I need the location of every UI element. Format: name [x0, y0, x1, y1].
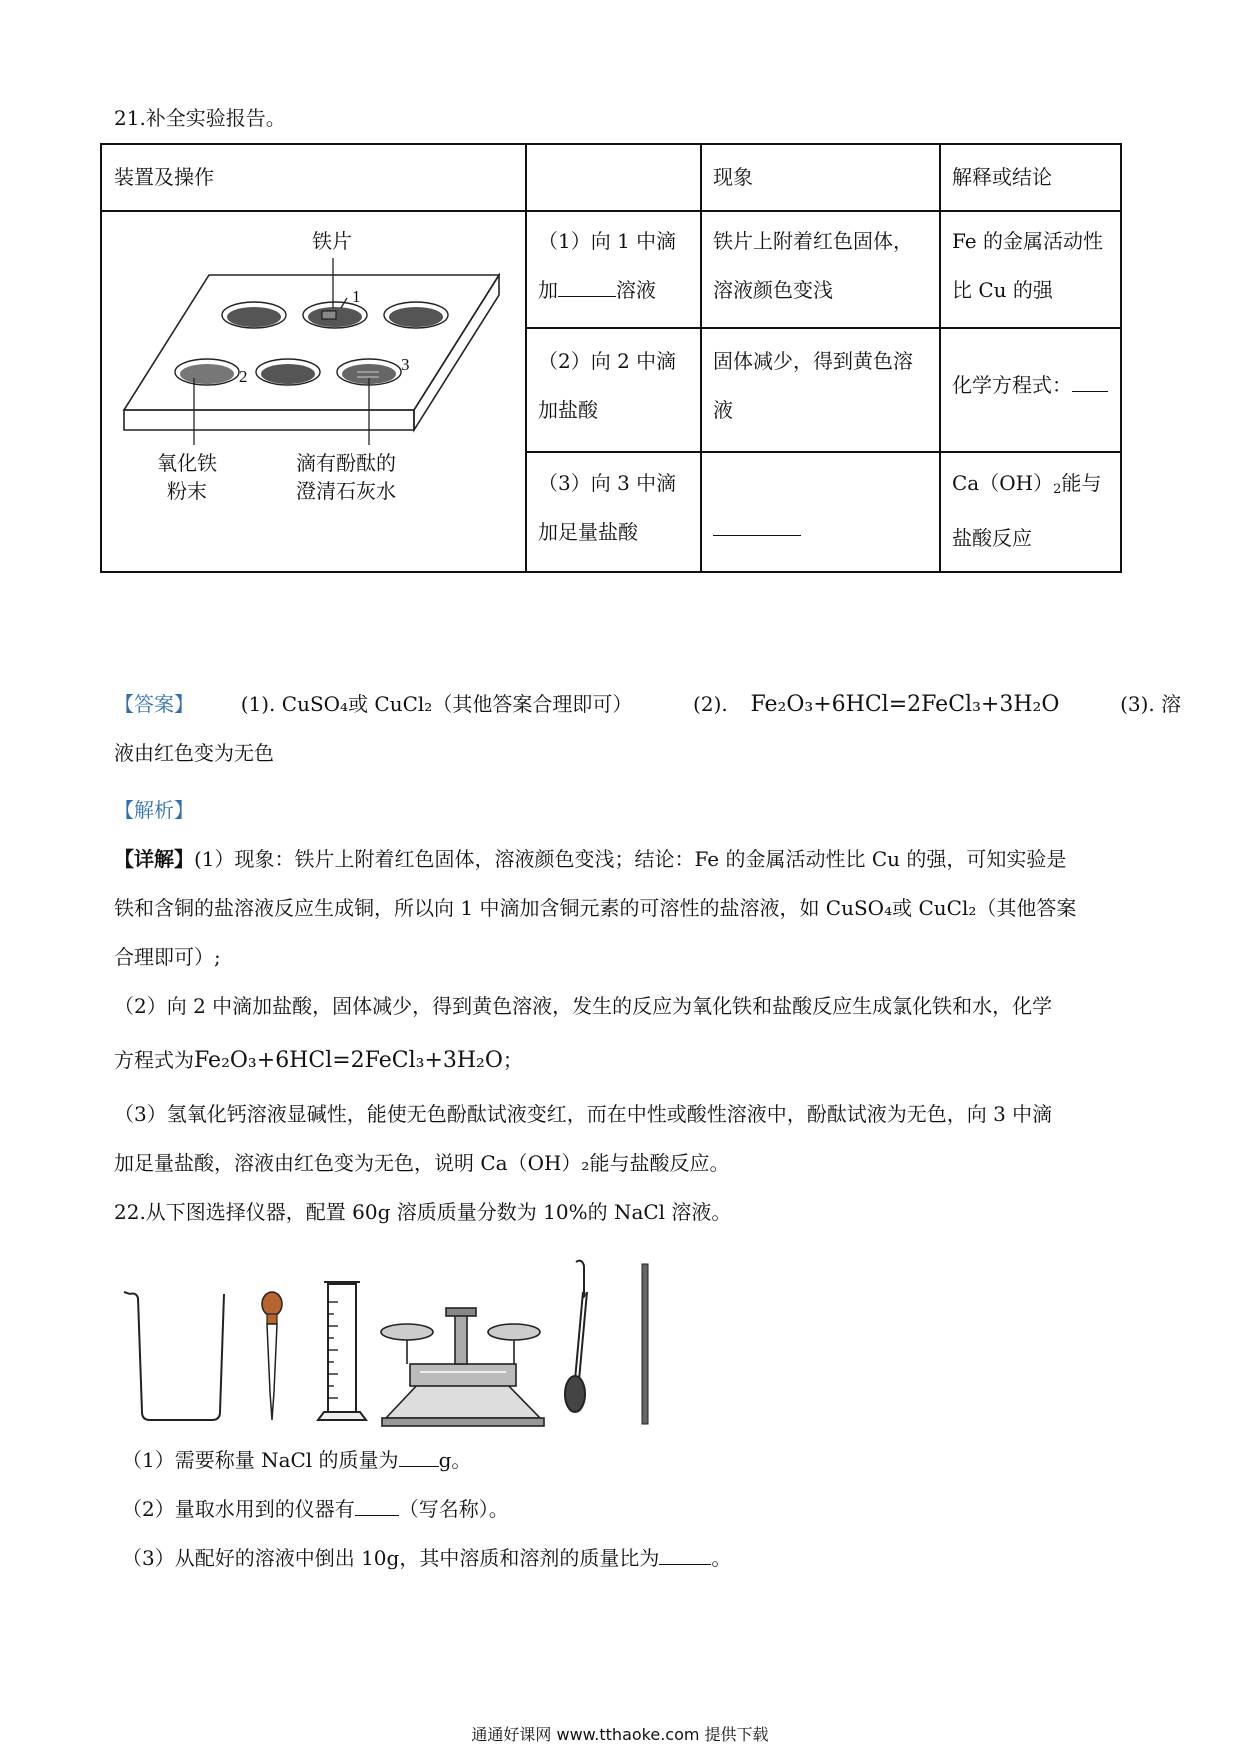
row2-conclusion: 化学方程式：	[952, 361, 1108, 410]
analysis-section: 【解析】 【详解】(1）现象：铁片上附着红色固体，溶液颜色变浅；结论：Fe 的金属活动性比 Cu 的强，可知实验是 铁和含铜的盐溶液反应生成铜，所以向 1 中滴加含铜元素的可溶性的盐溶液，如 CuSO₄或 CuCl₂（其他答案 合理即可）; （2）向 2 中滴加盐酸，固体减少，得到黄色溶液，发生的反应为氧化铁和盐酸反应生成氯化铁和水，化学 方程式为Fe₂O₃+6HCl=2FeCl₃+3H₂O； （3）氢氧化钙溶液显碱性，能使无色酚酞试液变红，而在中性或酸性溶液中，酚酞试液为无色，向 3 中滴 加足量盐酸，溶液由红色变为无色，说明 Ca（OH）₂能与盐酸反应。 22.从下图选择仪器，配置 60g 溶质质量分数为 10%的 NaCl 溶液。	[114, 786, 1076, 1237]
answer-blank	[399, 1448, 439, 1467]
answer-item-3-cont: 液由红色变为无色	[114, 741, 274, 765]
label-limewater-1: 滴有酚酞的	[296, 451, 396, 475]
answer-blank	[1072, 373, 1108, 392]
plate-front	[124, 410, 414, 430]
label-well-1: 1	[352, 287, 361, 306]
row3-operation: （3）向 3 中滴 加足量盐酸	[538, 471, 677, 544]
analysis-equation: Fe₂O₃+6HCl=2FeCl₃+3H₂O	[194, 1048, 503, 1073]
analysis-tag: 【解析】	[114, 798, 194, 822]
answer-item-2-equation: Fe₂O₃+6HCl=2FeCl₃+3H₂O	[750, 692, 1060, 717]
header-conclusion: 解释或结论	[952, 165, 1052, 189]
glass-rod-icon	[642, 1264, 648, 1424]
plate-top	[124, 275, 499, 410]
balance-icon	[381, 1308, 544, 1426]
spoon-icon	[565, 1261, 587, 1412]
detail-tag: 【详解】	[114, 847, 194, 871]
row2-phenomenon: 固体减少，得到黄色溶 液	[713, 349, 913, 422]
spot-plate-diagram	[114, 220, 514, 560]
answer-item-3-label: (3). 溶	[1120, 692, 1182, 716]
label-fe2o3-2: 粉末	[167, 479, 207, 503]
row1-phenomenon: 铁片上附着红色固体， 溶液颜色变浅	[713, 229, 913, 302]
answer-blank	[355, 1497, 399, 1516]
answer-tag: 【答案】	[114, 692, 194, 716]
answer-item-2-label: (2).	[693, 692, 728, 716]
dropper-icon	[262, 1292, 282, 1420]
question-22-title: 22.从下图选择仪器，配置 60g 溶质质量分数为 10%的 NaCl 溶液。	[114, 1200, 732, 1224]
plate-side	[414, 275, 499, 430]
label-fe2o3-1: 氧化铁	[157, 451, 217, 475]
answer-section	[114, 680, 1181, 778]
beaker-icon	[124, 1292, 224, 1420]
measuring-cylinder-icon	[318, 1282, 366, 1420]
label-well-2: 2	[239, 367, 248, 386]
answer-blank	[558, 278, 616, 297]
answer-item-1: (1). CuSO₄或 CuCl₂（其他答案合理即可）	[240, 692, 633, 716]
question-21-title: 21.补全实验报告。	[114, 106, 286, 130]
label-well-3: 3	[401, 355, 410, 374]
row3-phenomenon-blank	[713, 517, 801, 536]
row1-conclusion: Fe 的金属活动性 比 Cu 的强	[952, 229, 1103, 302]
question-22-subquestions: （1）需要称量 NaCl 的质量为 g。 （2）量取水用到的仪器有 （写名称）。 （3）从配好的溶液中倒出 10g，其中溶质和溶剂的质量比为 。	[122, 1448, 732, 1570]
page-footer: 通通好课网 www.tthaoke.com 提供下载	[471, 1725, 769, 1744]
row3-conclusion: $Ca(OH)_2$能与 盐酸反应	[952, 471, 1102, 550]
row-divider	[102, 210, 1120, 212]
answer-blank	[659, 1546, 711, 1565]
header-phenomenon: 现象	[713, 165, 753, 189]
col-divider	[700, 145, 702, 571]
label-iron-sheet: 铁片	[312, 229, 352, 253]
experiment-report-table	[100, 143, 1122, 573]
row2-operation: （2）向 2 中滴 加盐酸	[538, 349, 677, 422]
instruments-illustration	[120, 1252, 740, 1432]
row1-operation: （1）向 1 中滴 加 溶液	[538, 229, 677, 302]
row-divider	[525, 451, 1120, 453]
row-divider	[525, 327, 1120, 329]
label-limewater-2: 澄清石灰水	[296, 479, 396, 503]
header-apparatus: 装置及操作	[114, 165, 214, 189]
col-divider	[939, 145, 941, 571]
col-divider	[525, 145, 527, 571]
